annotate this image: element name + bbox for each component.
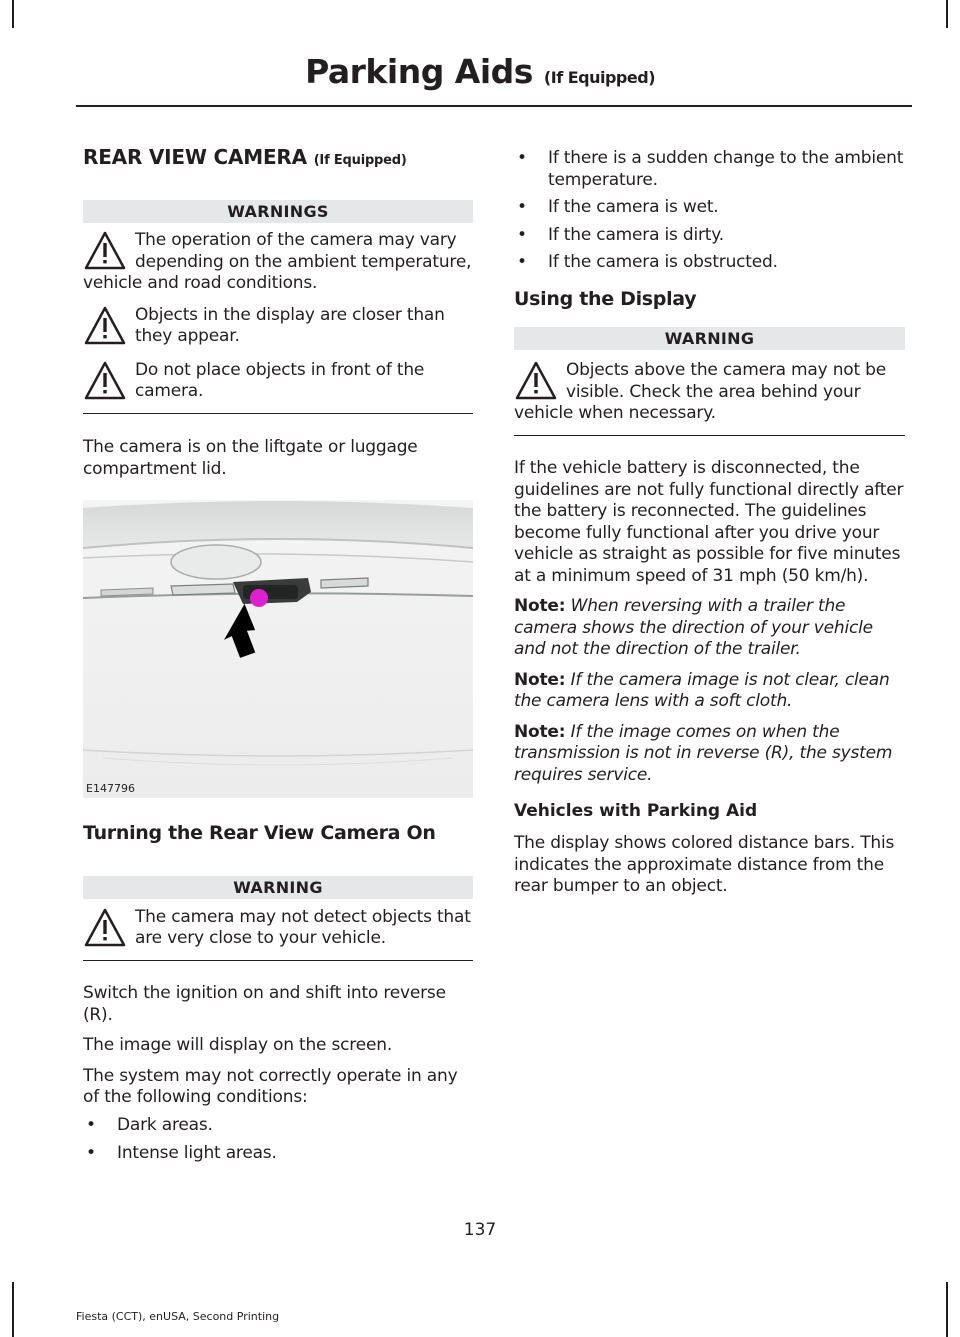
warning-triangle-icon (83, 230, 127, 272)
crop-mark (12, 1282, 14, 1337)
warning-item (83, 907, 473, 950)
warning-triangle-icon (83, 360, 127, 402)
warning-heading: WARNING (514, 327, 905, 350)
condition-bullet (514, 252, 905, 274)
chapter-title: Parking Aids (305, 52, 533, 91)
warning-rule (514, 435, 905, 437)
warning-item (83, 230, 473, 295)
note-trailer (514, 596, 905, 661)
crop-mark (12, 0, 14, 28)
parking-aid-title: Vehicles with Parking Aid (514, 801, 758, 822)
section-title-text: REAR VIEW CAMERA (83, 145, 307, 169)
conditions-intro: The system may not correctly operate in any of the following conditions: (83, 1065, 458, 1108)
bullet-dot: • (517, 224, 527, 245)
condition-bullet (83, 1143, 473, 1165)
distance-bars-text: The display shows colored distance bars. This indicates the approximate distance from the rear bumper to an object. (514, 833, 895, 897)
turning-on-title: Turning the Rear View Camera On (83, 822, 436, 844)
edition-text: Fiesta (CCT), enUSA, Second Printing (76, 1310, 280, 1323)
page-number: 137 (463, 1220, 497, 1240)
note-clean-lens (514, 670, 905, 713)
condition-bullet (514, 225, 905, 247)
bullet-dot: • (86, 1143, 96, 1164)
warning-heading: WARNING (83, 876, 473, 899)
camera-marker (250, 589, 268, 607)
warning-rule (83, 960, 473, 962)
note-label: Note: (514, 669, 566, 690)
bullet-text: Dark areas. (117, 1114, 213, 1135)
chapter-title-suffix: (If Equipped) (543, 68, 655, 87)
warning-triangle-icon (83, 305, 127, 347)
section-title-suffix: (If Equipped) (313, 153, 407, 168)
warning-rule (83, 413, 473, 415)
note-service (514, 722, 905, 787)
bullet-dot: • (517, 252, 527, 272)
warning-item (83, 305, 473, 348)
display-text: The image will display on the screen. (83, 1035, 393, 1056)
warning-item (514, 360, 905, 425)
condition-bullet (514, 148, 905, 191)
left-column (83, 140, 473, 1165)
header-rule (76, 105, 912, 107)
page-header-title (305, 52, 655, 91)
note-text: When reversing with a trailer the camera shows the direction of your vehicle and not the direction of the trailer. (514, 596, 873, 660)
battery-text: If the vehicle battery is disconnected, the guidelines are not fully functional directly after the battery is reconnected. The guidelines become fully functional after you drive your vehicle as straight as possible for five minutes at a minimum speed of 31 mph (50 km/h). (514, 458, 904, 586)
section-title (83, 145, 473, 170)
warnings-heading: WARNINGS (83, 200, 473, 223)
note-text: If the image comes on when the transmission is not in reverse (R), the system requires service. (514, 721, 893, 785)
note-text: If the camera image is not clear, clean the camera lens with a soft cloth. (514, 669, 890, 712)
camera-location-figure (83, 500, 473, 798)
warning-item (83, 360, 473, 403)
bullet-text: If the camera is wet. (548, 197, 719, 217)
camera-location-text: The camera is on the liftgate or luggage compartment lid. (83, 437, 418, 479)
bullet-dot: • (517, 148, 527, 168)
using-display-title: Using the Display (514, 287, 697, 310)
warning-triangle-icon (83, 907, 127, 949)
right-column (514, 140, 905, 898)
condition-bullet (83, 1115, 473, 1137)
bullet-dot: • (86, 1114, 96, 1135)
bullet-text: Intense light areas. (117, 1143, 277, 1164)
bullet-dot: • (517, 197, 527, 217)
bullet-text: If the camera is dirty. (548, 224, 724, 245)
bullet-text: If there is a sudden change to the ambient temperature. (548, 148, 904, 190)
warning-text: The operation of the camera may vary depending on the ambient temperature, vehicle and road conditions. (83, 230, 472, 293)
liftgate-illustration (83, 500, 473, 798)
figure-id: E147796 (86, 782, 135, 795)
warning-text: Do not place objects in front of the camera. (135, 359, 425, 401)
note-label: Note: (514, 721, 566, 742)
bullet-text: If the camera is obstructed. (548, 252, 778, 272)
warning-text: Objects above the camera may not be visible. Check the area behind your vehicle when necessary. (514, 360, 886, 424)
warning-text: Objects in the display are closer than they appear. (135, 304, 445, 346)
warning-triangle-icon (514, 360, 558, 402)
crop-mark (946, 0, 948, 28)
condition-bullet (514, 197, 905, 219)
warning-text: The camera may not detect objects that are very close to your vehicle. (135, 906, 471, 949)
note-label: Note: (514, 596, 566, 617)
ignition-text: Switch the ignition on and shift into reverse (R). (83, 983, 446, 1025)
crop-mark (946, 1282, 948, 1337)
